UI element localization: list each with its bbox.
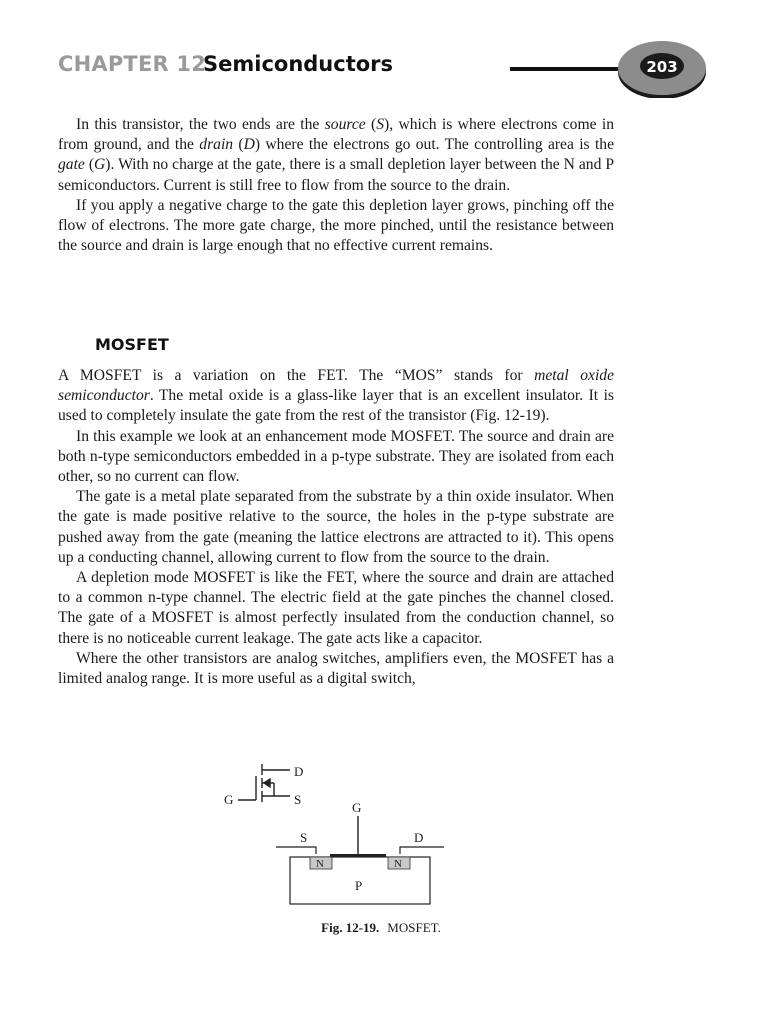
mosfet-cross-section	[276, 800, 444, 904]
page-header	[0, 0, 762, 110]
intro-text	[58, 115, 614, 256]
mosfet-paragraph-3: The gate is a metal plate separated from the substrate by a thin oxide insulator. When the gate is made positive relative to the source, the holes in the p-type substrate are pushed away from the gate (meaning the lattice electrons are attracted to it). This opens up a conducting channel, allowing current to flow from the source to the drain.	[58, 488, 614, 566]
drain-lead	[400, 847, 444, 854]
mosfet-paragraph-2: In this example we look at an enhancement mode MOSFET. The source and drain are both n-type semiconductors embedded in a p-type substrate. They are isolated from each other, so no current can flow.	[58, 427, 614, 486]
intro-paragraph-2: If you apply a negative charge to the gate this depletion layer grows, pinching off the flow of electrons. The more gate charge, the more pinched, until the resistance between the source and drain is large enough that no effective current remains.	[58, 196, 614, 255]
symbol-gate-label: G	[224, 792, 234, 807]
symbol-source-label: S	[294, 792, 302, 807]
mosfet-paragraph-4: A depletion mode MOSFET is like the FET, where the source and drain are attached to a common n-type channel. The electric field at the gate pinches the channel closed. The gate of a MOSFET is almost perfectly insulated from the conduction channel, so there is no noticeable current leakage. The gate acts like a capacitor.	[58, 569, 614, 647]
drain-label: D	[414, 830, 424, 845]
section-heading: MOSFET	[95, 335, 169, 354]
header-rule	[510, 67, 620, 71]
mosfet-diagram	[218, 758, 458, 918]
mosfet-text	[58, 366, 614, 689]
figure-caption	[0, 920, 762, 936]
symbol-drain-label: D	[294, 764, 304, 779]
figure-number: Fig. 12-19.	[321, 920, 380, 935]
source-lead	[276, 847, 316, 854]
n-left-label: N	[316, 858, 324, 870]
chapter-label: CHAPTER 12	[58, 52, 207, 76]
source-label: S	[300, 830, 308, 845]
mosfet-paragraph-1: A MOSFET is a variation on the FET. The “MOS” stands for metal oxide semiconductor. The metal oxide is a glass-like layer that is an excellent insulator. It is used to completely insulate the gate from the rest of the transistor (Fig. 12-19).	[58, 367, 615, 425]
mosfet-symbol	[238, 764, 290, 802]
substrate-label: P	[355, 878, 363, 893]
intro-paragraph-1: In this transistor, the two ends are the source (S), which is where electrons come in from ground, and the drain (D) where the electrons go out. The controlling area is the gate (G). With no charge at the gate, there is a small depletion layer between the N and P semiconductors. Current is still free to flow from the source to the drain.	[58, 116, 615, 194]
mosfet-paragraph-5: Where the other transistors are analog switches, amplifiers even, the MOSFET has a limited analog range. It is more useful as a digital switch,	[58, 649, 614, 688]
gate-label: G	[352, 800, 362, 815]
figure-caption-text: MOSFET.	[387, 920, 441, 935]
n-right-label: N	[394, 858, 402, 870]
page-number: 203	[646, 58, 678, 76]
chapter-title: Semiconductors	[203, 52, 394, 76]
